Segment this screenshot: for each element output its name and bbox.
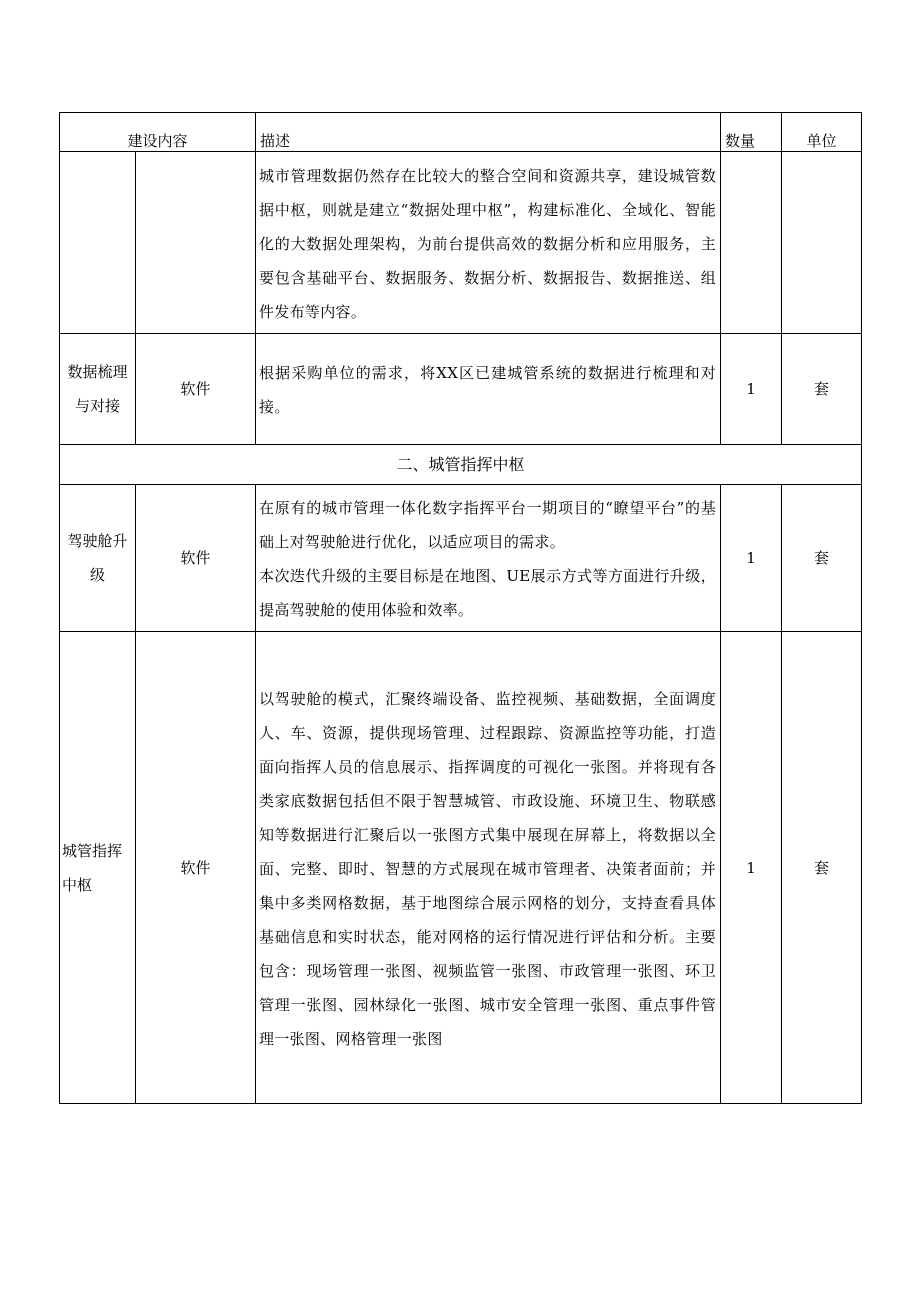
- table-header-row: [60, 113, 862, 152]
- row-quantity: 1: [721, 485, 782, 632]
- row-name: [60, 152, 136, 334]
- section-title: 二、城管指挥中枢: [60, 445, 862, 485]
- row-description: 城市管理数据仍然存在比较大的整合空间和资源共享，建设城管数据中枢，则就是建立“数据处理中枢”，构建标准化、全域化、智能化的大数据处理架构，为前台提供高效的数据分析和应用服务，主要包含基础平台、数据服务、数据分析、数据报告、数据推送、组件发布等内容。: [256, 152, 721, 334]
- row-quantity: 1: [721, 334, 782, 445]
- row-type: [136, 152, 256, 334]
- row-name: 数据梳理与对接: [60, 334, 136, 445]
- table-row: [60, 485, 862, 632]
- section-row: [60, 445, 862, 485]
- header-description: 描述: [256, 113, 721, 152]
- row-description: 根据采购单位的需求，将XX区已建城管系统的数据进行梳理和对接。: [256, 334, 721, 445]
- row-unit: 套: [782, 632, 862, 1104]
- header-quantity: 数量: [721, 113, 782, 152]
- row-type: 软件: [136, 485, 256, 632]
- row-name: 城管指挥中枢: [60, 632, 136, 1104]
- table-row: [60, 334, 862, 445]
- row-unit: 套: [782, 334, 862, 445]
- row-type: 软件: [136, 632, 256, 1104]
- table-row: [60, 152, 862, 334]
- row-quantity: 1: [721, 632, 782, 1104]
- description-paragraph: 在原有的城市管理一体化数字指挥平台一期项目的“瞭望平台”的基础上对驾驶舱进行优化，以适应项目的需求。: [259, 499, 717, 551]
- description-paragraph: 本次迭代升级的主要目标是在地图、UE展示方式等方面进行升级，提高驾驶舱的使用体验和效率。: [259, 567, 717, 619]
- row-type: 软件: [136, 334, 256, 445]
- row-description: [256, 485, 721, 632]
- header-unit: 单位: [782, 113, 862, 152]
- row-description: 以驾驶舱的模式，汇聚终端设备、监控视频、基础数据，全面调度人、车、资源，提供现场管理、过程跟踪、资源监控等功能，打造面向指挥人员的信息展示、指挥调度的可视化一张图。并将现有各类家底数据包括但不限于智慧城管、市政设施、环境卫生、物联感知等数据进行汇聚后以一张图方式集中展现在屏幕上，将数据以全面、完整、即时、智慧的方式展现在城市管理者、决策者面前；并集中多类网格数据，基于地图综合展示网格的划分，支持查看具体基础信息和实时状态，能对网格的运行情况进行评估和分析。主要包含：现场管理一张图、视频监管一张图、市政管理一张图、环卫管理一张图、园林绿化一张图、城市安全管理一张图、重点事件管理一张图、网格管理一张图: [256, 632, 721, 1104]
- table-row: [60, 632, 862, 1104]
- header-content: 建设内容: [60, 113, 256, 152]
- row-name: 驾驶舱升级: [60, 485, 136, 632]
- row-unit: [782, 152, 862, 334]
- row-quantity: [721, 152, 782, 334]
- procurement-table: [59, 112, 862, 1104]
- row-unit: 套: [782, 485, 862, 632]
